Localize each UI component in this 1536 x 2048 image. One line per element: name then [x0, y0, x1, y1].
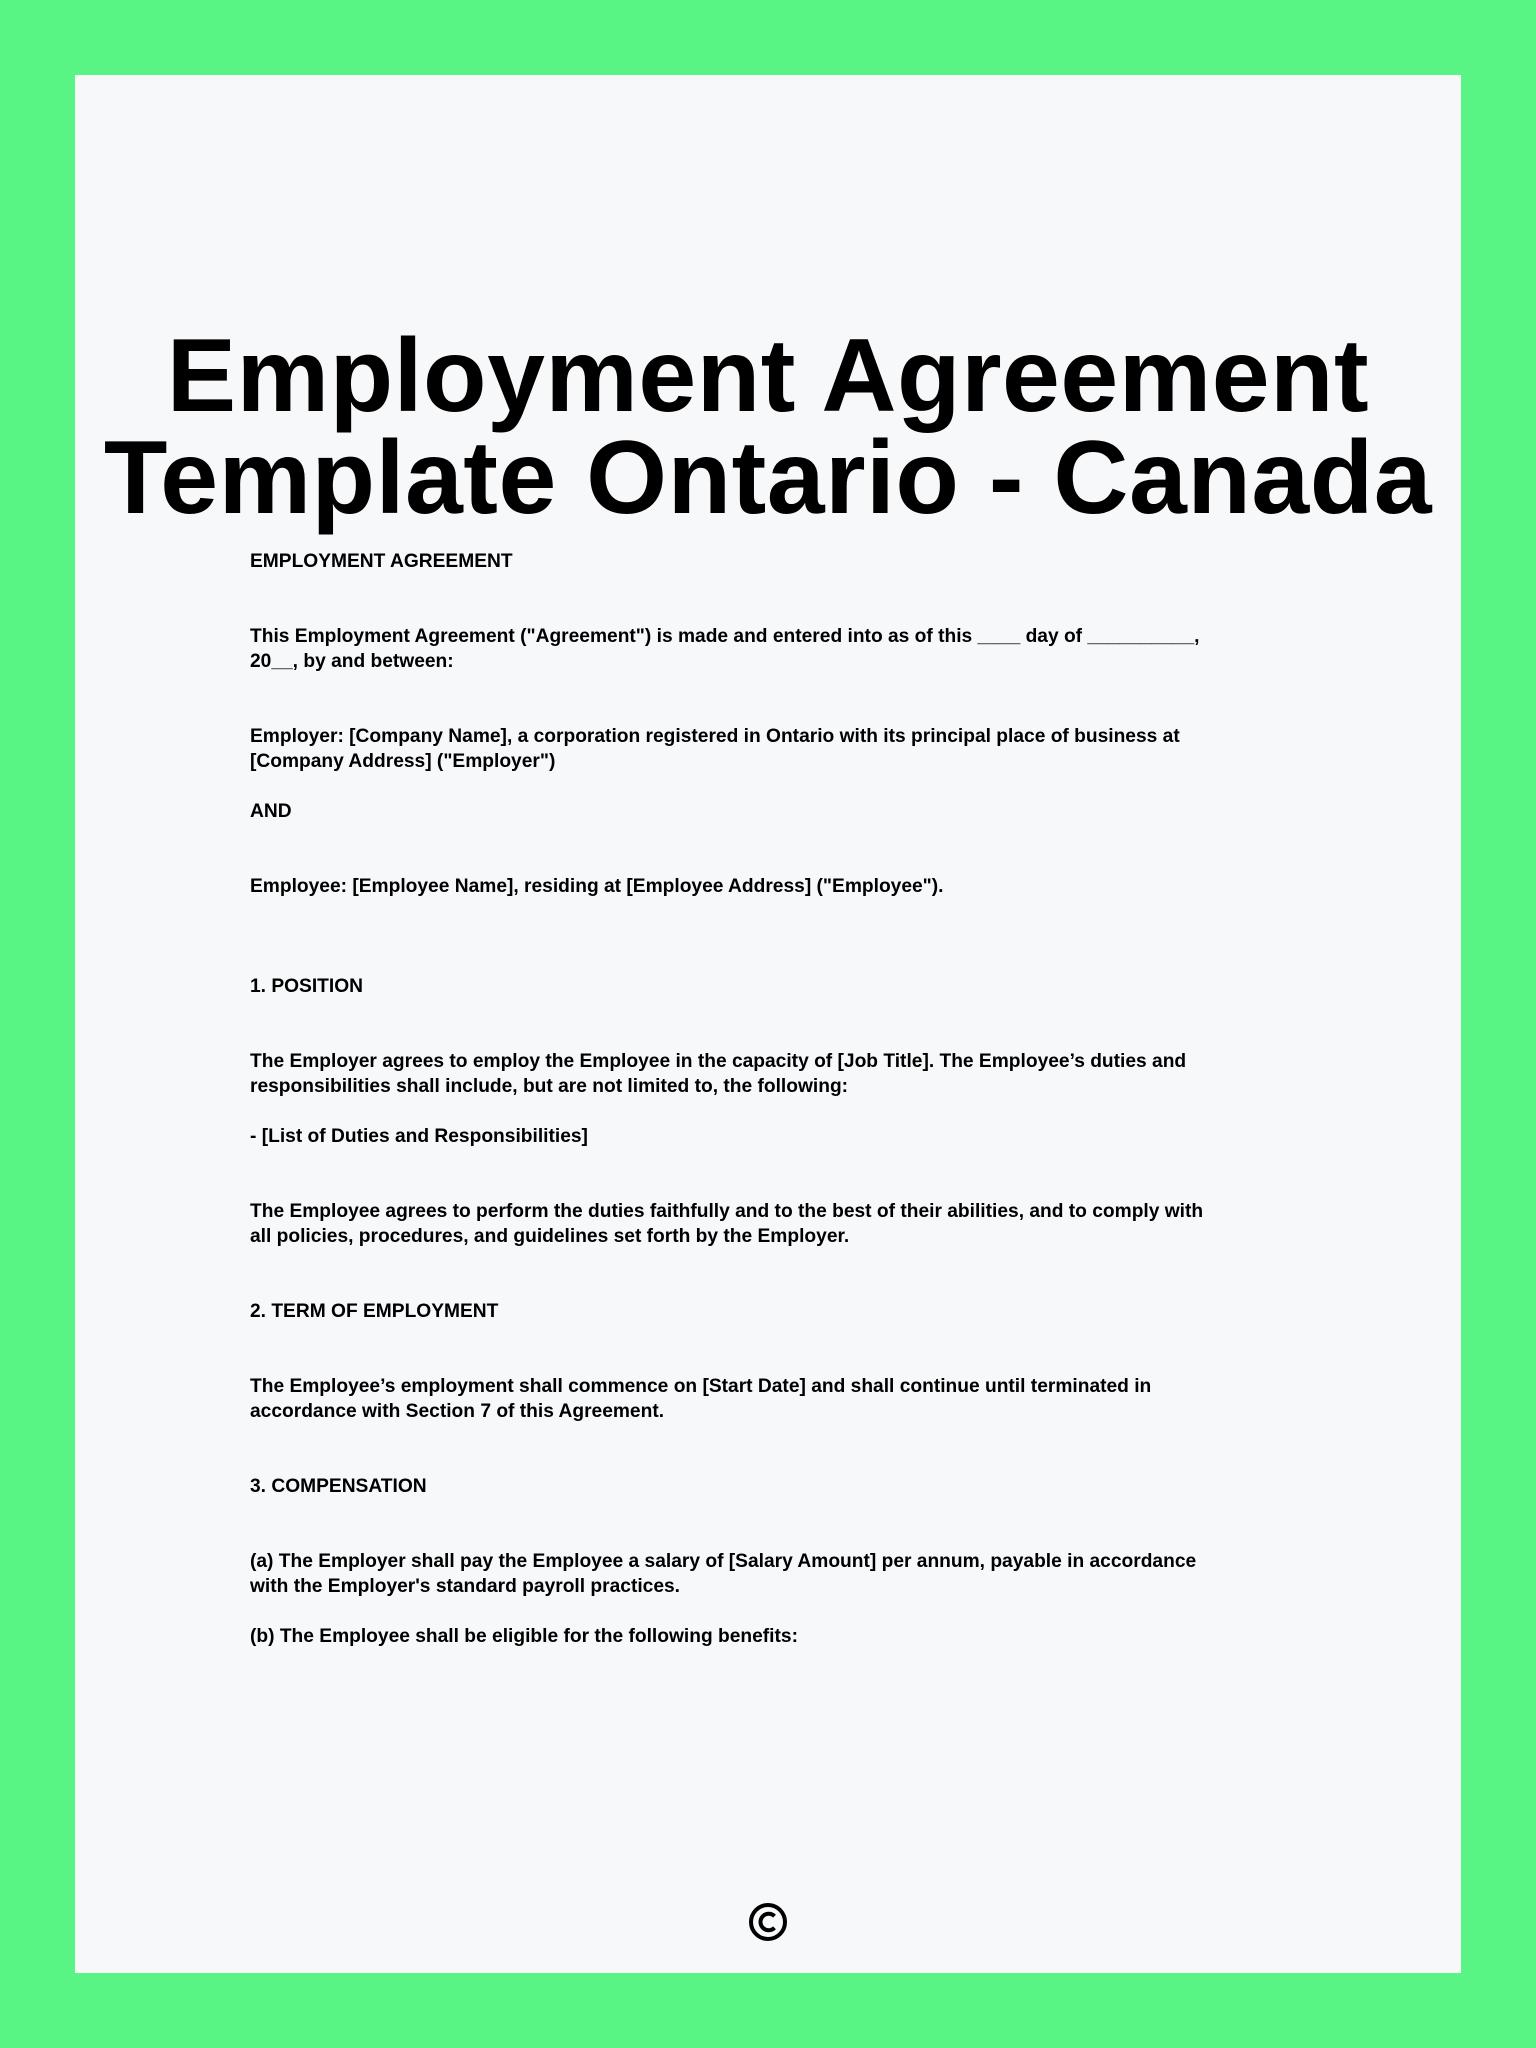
intro-paragraph [250, 624, 1330, 674]
employer-line-1: Employer: [Company Name], a corporation registered in Ontario with its principal place of business at [250, 726, 1180, 747]
section-1-paragraph-1 [250, 1049, 1330, 1099]
title-line-2: Template Ontario - Canada [103, 420, 1433, 536]
section-3-paragraph-a [250, 1549, 1330, 1599]
employer-paragraph [250, 724, 1330, 774]
section-1-p2-line-2: all policies, procedures, and guidelines set forth by the Employer. [250, 1226, 850, 1247]
title-line-1: Employment Agreement [166, 318, 1370, 434]
section-3-heading: 3. COMPENSATION [250, 1476, 427, 1497]
section-3-a-line-1: (a) The Employer shall pay the Employee a salary of [Salary Amount] per annum, payable in accordance [250, 1551, 1197, 1572]
section-2-line-1: The Employee’s employment shall commence on [Start Date] and shall continue until terminated in [250, 1376, 1152, 1397]
intro-line-1: This Employment Agreement ("Agreement") is made and entered into as of this ____ day of __________, [250, 626, 1200, 647]
section-1-p1-line-2: responsibilities shall include, but are not limited to, the following: [250, 1076, 849, 1097]
section-1-paragraph-2 [250, 1199, 1330, 1249]
agreement-heading: EMPLOYMENT AGREEMENT [250, 551, 513, 572]
section-3-paragraph-b: (b) The Employee shall be eligible for the following benefits: [250, 1626, 798, 1647]
copyright-icon [748, 1902, 788, 1942]
employee-paragraph: Employee: [Employee Name], residing at [Employee Address] ("Employee"). [250, 876, 944, 897]
section-1-p2-line-1: The Employee agrees to perform the duties faithfully and to the best of their abilities, and to comply with [250, 1201, 1204, 1222]
section-2-heading: 2. TERM OF EMPLOYMENT [250, 1301, 499, 1322]
section-1-heading: 1. POSITION [250, 976, 364, 997]
section-1-p1-line-1: The Employer agrees to employ the Employee in the capacity of [Job Title]. The Employee’s duties and [250, 1051, 1187, 1072]
and-separator: AND [250, 801, 292, 822]
section-2-line-2: accordance with Section 7 of this Agreement. [250, 1401, 665, 1422]
page-title [75, 318, 1461, 536]
section-3-a-line-2: with the Employer's standard payroll practices. [250, 1576, 681, 1597]
employer-line-2: [Company Address] ("Employer") [250, 751, 556, 772]
document-page [75, 75, 1461, 1973]
section-2-paragraph [250, 1374, 1330, 1424]
duties-list-item: - [List of Duties and Responsibilities] [250, 1126, 588, 1147]
intro-line-2: 20__, by and between: [250, 651, 454, 672]
